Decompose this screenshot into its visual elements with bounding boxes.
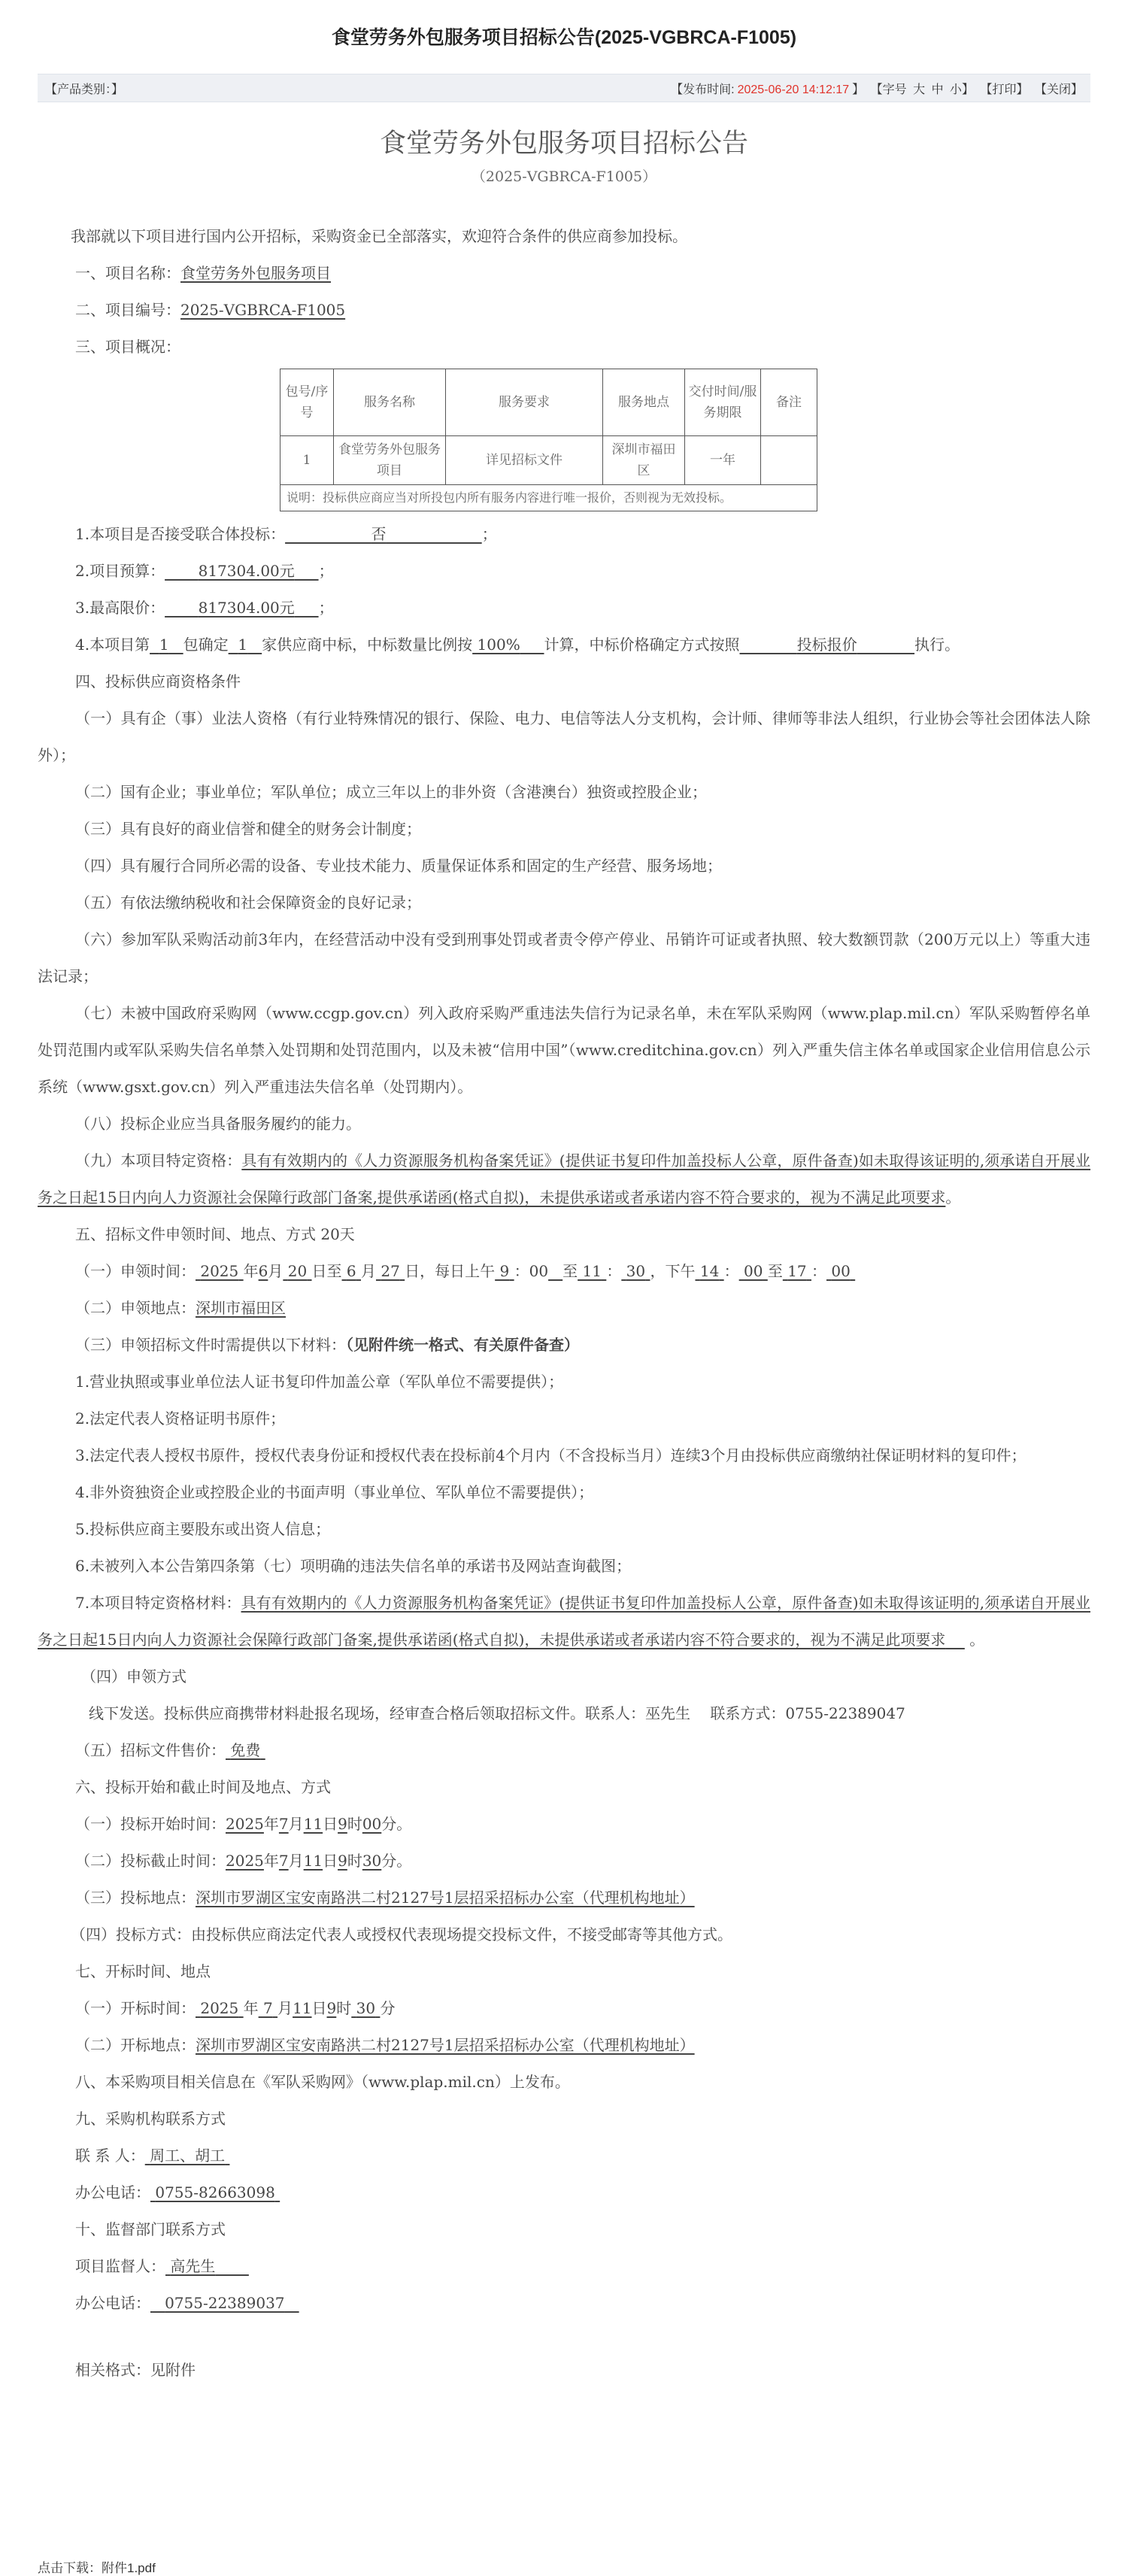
bid-end-line (38, 1843, 1090, 1880)
section-8-text: 八、本采购项目相关信息在《军队采购网》（www.plap.mil.cn）上发布。 (75, 2073, 570, 2091)
award-rule-text: 4.本项目第 (75, 636, 150, 654)
award-count: 1 (238, 636, 248, 654)
table-cell: 详见招标文件 (446, 436, 603, 485)
qualification-1: （一）具有企（事）业法人资格（有行业特殊情况的银行、保险、电力、电信等法人分支机构，会计师、律师等非法人组织，行业协会等社会团体法人除外）； (38, 709, 1090, 764)
qualification-3: （三）具有良好的商业信誉和健全的财务会计制度； (75, 820, 421, 838)
page-wrapper (38, 0, 1091, 2575)
font-size-label: 【字号 (870, 83, 907, 96)
bid-start-text: 时 (347, 1815, 362, 1833)
consortium-value-text: 否 (371, 525, 387, 543)
spacer (38, 2322, 1090, 2352)
material-2: 2.法定代表人资格证明书原件； (75, 1409, 286, 1428)
bid-end-minute: 30 (362, 1852, 382, 1870)
open-day: 11 (293, 1999, 312, 2017)
section-6-title: 六、投标开始和截止时间及地点、方式 (75, 1778, 331, 1796)
bid-end-day: 11 (303, 1852, 323, 1870)
pm-start-hour (695, 1262, 723, 1280)
collect-month-start: 6 (258, 1262, 268, 1280)
table-header-cell: 服务名称 (334, 369, 446, 436)
blank (548, 1262, 562, 1280)
table-header-cell: 交付时间/服务期限 (685, 369, 761, 436)
collect-month-end (342, 1262, 361, 1280)
project-name-line (38, 255, 1090, 292)
bid-start-text: 年 (263, 1815, 279, 1833)
collect-time-text: ，下午 (650, 1262, 696, 1280)
max-price-line: 3.最高限价： 817304.00元 ； (75, 599, 334, 617)
material-1: 1.营业执照或事业单位法人证书复印件加盖公章（军队单位不需要提供）； (75, 1373, 564, 1391)
bid-start-label: （一）投标开始时间： (75, 1815, 226, 1833)
collect-time-text: 至 (767, 1262, 783, 1280)
contact-value: 周工、胡工 (150, 2147, 226, 2165)
bid-end-text: 年 (263, 1852, 279, 1870)
open-hour: 9 (326, 1999, 337, 2017)
font-size-small-link[interactable]: 小】 (950, 83, 975, 96)
award-rule-line (38, 627, 1090, 663)
collect-place-label: （二）申领地点： (75, 1299, 196, 1317)
table-cell: 1 (280, 436, 334, 485)
supervisor-label: 项目监督人： (75, 2257, 165, 2275)
close-link[interactable]: 【关闭】 (1034, 83, 1083, 96)
phone-label: 办公电话： (75, 2183, 150, 2201)
page-title: 食堂劳务外包服务项目招标公告(2025-VGBRCA-F1005) (331, 27, 797, 48)
bid-end-month: 7 (278, 1852, 289, 1870)
am-start-hour-text: 9 (499, 1262, 510, 1280)
open-place-value: 深圳市罗湖区宝安南路洪二村2127号1层招采招标办公室（代理机构地址） (196, 2036, 695, 2054)
collect-time-text: 日至 (311, 1262, 342, 1280)
bid-start-minute: 00 (362, 1815, 382, 1833)
table-header-row (280, 369, 817, 436)
doc-price-line (38, 1732, 1090, 1769)
open-month: 7 (262, 1999, 273, 2017)
collect-month-end-text: 6 (346, 1262, 356, 1280)
qualification-9 (38, 1142, 1090, 1216)
collect-method-label: （四）申领方式 (81, 1667, 186, 1685)
qualification-8: （八）投标企业应当具备服务履约的能力。 (75, 1115, 361, 1133)
material-3: 3.法定代表人授权书原件，授权代表身份证和授权代表在投标前4个月内（不含投标当月）连续3个月由投标供应商缴纳社保证明材料的复印件； (75, 1446, 1026, 1464)
bid-start-day: 11 (303, 1815, 323, 1833)
contact-line (38, 2138, 1090, 2174)
award-method: 投标报价 (796, 636, 857, 654)
info-bar (38, 74, 1090, 102)
document-title: 食堂劳务外包服务项目招标公告 (379, 129, 748, 159)
section-4-title: 四、投标供应商资格条件 (75, 672, 241, 690)
bid-end-year: 2025 (226, 1852, 264, 1870)
project-name-label: 一、项目名称： (75, 264, 180, 282)
qualification-2: （二）国有企业；事业单位；军队单位；成立三年以上的非外资（含港澳台）独资或控股企业； (75, 783, 707, 801)
open-time-line (38, 1990, 1090, 2027)
project-table (280, 369, 817, 511)
doc-price-label: （五）招标文件售价： (75, 1741, 226, 1759)
phone2-line (38, 2285, 1090, 2322)
supervisor-value: 高先生 (170, 2257, 216, 2275)
budget-value: 817304.00元 (198, 562, 295, 580)
collect-time-text: ： (723, 1262, 739, 1280)
contact-label: 联 系 人： (75, 2147, 145, 2165)
collect-time-text: 月 (268, 1262, 284, 1280)
document-subtitle: （2025-VGBRCA-F1005） (471, 168, 657, 185)
max-price-value-wrap (165, 599, 318, 617)
award-rule-text: 家供应商中标，中标数量比例按 (262, 636, 473, 654)
qualification-7: （七）未被中国政府采购网（www.ccgp.gov.cn）列入政府采购严重违法失信行为记录名单，未在军队采购网（www.plap.mil.cn）军队采购暂停名单处罚范围内或军队采购失信名单禁入处罚期和处罚范围内，以及未被“信用中国”（www.creditchina.gov.cn）列入严重失信主体名单或国家企业信用信息公示系统（www.gsxt.gov.cn）列入严重违法失信名单（处罚期内）。 (38, 1004, 1090, 1096)
award-ratio: 100% (477, 636, 520, 654)
intro-text: 我部就以下项目进行国内公开招标，采购资金已全部落实，欢迎符合条件的供应商参加投标。 (71, 227, 687, 245)
table-cell (761, 436, 817, 485)
project-number-line (38, 292, 1090, 329)
open-minute: 30 (356, 1999, 376, 2017)
award-ratio-wrap (472, 636, 544, 654)
material-6: 6.未被列入本公告第四条第（七）项明确的违法失信名单的承诺书及网站查询截图； (75, 1557, 632, 1575)
qualification-5: （五）有依法缴纳税收和社会保障资金的良好记录； (75, 894, 421, 912)
open-time-text: 分 (380, 1999, 396, 2017)
material-7 (38, 1585, 1090, 1658)
award-method-wrap (740, 636, 915, 654)
publish-time-value: 2025-06-20 14:12:17 (737, 83, 850, 96)
table-header-cell: 包号/序号 (280, 369, 334, 436)
project-name-value: 食堂劳务外包服务项目 (180, 264, 331, 282)
info-bar-right (668, 80, 1083, 97)
phone2-label: 办公电话： (75, 2294, 150, 2312)
budget-line: 2.项目预算： 817304.00元 ； (75, 562, 334, 580)
collect-time-text: 年 (243, 1262, 259, 1280)
collect-day-start (283, 1262, 311, 1280)
special-qualification-end: 。 (945, 1188, 961, 1206)
phone-line (38, 2174, 1090, 2211)
phone2-wrap (150, 2294, 299, 2312)
max-price-value: 817304.00元 (198, 599, 295, 617)
bid-end-text: 分。 (381, 1852, 412, 1870)
collect-materials-label: （三）申领招标文件时需提供以下材料： (75, 1336, 346, 1354)
award-rule-text: 包确定 (183, 636, 229, 654)
collect-time-text: 至 (562, 1262, 578, 1280)
consortium-value (285, 525, 482, 543)
consortium-line: 1.本项目是否接受联合体投标： 否 ； (75, 525, 497, 543)
bid-place-value: 深圳市罗湖区宝安南路洪二村2127号1层招采招标办公室（代理机构地址） (196, 1889, 695, 1907)
collect-time-text: 月 (360, 1262, 376, 1280)
award-rule-text: 计算，中标价格确定方式按照 (544, 636, 740, 654)
collect-year-text: 2025 (200, 1262, 239, 1280)
consortium-label: 1.本项目是否接受联合体投标： (75, 525, 286, 543)
am-end-minute-text: 30 (626, 1262, 646, 1280)
budget-value-wrap (165, 562, 318, 580)
am-end-hour (578, 1262, 606, 1280)
qualification-4: （四）具有履行合同所必需的设备、专业技术能力、质量保证体系和固定的生产经营、服务场地； (75, 857, 722, 875)
pm-start-minute-text: 00 (744, 1262, 763, 1280)
open-minute-wrap (351, 1999, 380, 2017)
table-row (280, 436, 817, 485)
bid-start-hour: 9 (338, 1815, 347, 1833)
collect-place-line (38, 1290, 1090, 1327)
open-time-text: 时 (336, 1999, 352, 2017)
collect-time-text: ： (811, 1262, 826, 1280)
budget-label: 2.项目预算： (75, 562, 165, 580)
open-month-wrap (259, 1999, 277, 2017)
pm-end-minute (826, 1262, 855, 1280)
bid-start-text: 月 (288, 1815, 304, 1833)
bid-place-label: （三）投标地点： (75, 1889, 196, 1907)
special-material-end: 。 (969, 1631, 985, 1649)
table-header-cell: 服务地点 (603, 369, 685, 436)
collect-time-line (38, 1253, 1090, 1290)
table-header-cell: 服务要求 (446, 369, 603, 436)
phone-value: 0755-82663098 (155, 2183, 275, 2201)
project-number-value: 2025-VGBRCA-F1005 (180, 301, 346, 319)
special-qualification-value: 具有有效期内的《人力资源服务机构备案凭证》(提供证书复印件加盖投标人公章，原件备查)如未取得该证明的,须承诺自开展业务之日起15日内向人力资源社会保障行政部门备案,提供承诺函(格式自拟)，未提供承诺或者承诺内容不符合要求的，视为不满足此项要求 (38, 1151, 1091, 1206)
open-place-line (38, 2027, 1090, 2064)
bid-end-text: 时 (347, 1852, 362, 1870)
project-number-label: 二、项目编号： (75, 301, 180, 319)
collect-year (196, 1262, 244, 1280)
pm-end-hour-text: 17 (787, 1262, 807, 1280)
open-time-text: 月 (277, 1999, 293, 2017)
bid-end-label: （二）投标截止时间： (75, 1852, 226, 1870)
qualification-6: （六）参加军队采购活动前3年内，在经营活动中没有受到刑事处罚或者责令停产停业、吊销许可证或者执照、较大数额罚款（200万元以上）等重大违法记录； (38, 930, 1090, 985)
collect-time-text: ： (606, 1262, 622, 1280)
document-body (38, 218, 1090, 2389)
supervisor-line (38, 2248, 1090, 2285)
blank (945, 1631, 964, 1649)
open-year-wrap (196, 1999, 244, 2017)
collect-materials-note: （见附件统一格式、有关原件备查） (346, 1336, 579, 1354)
collect-day-end-text: 27 (381, 1262, 400, 1280)
pm-start-minute (739, 1262, 768, 1280)
doc-price-wrap (226, 1741, 265, 1759)
special-material-label: 7.本项目特定资格材料： (75, 1594, 241, 1612)
table-header-cell: 备注 (761, 369, 817, 436)
collect-method-text: 线下发送。投标供应商携带材料赴报名现场，经审查合格后领取招标文件。联系人：巫先生 联系方式：0755-22389047 (89, 1704, 905, 1722)
collect-day-end (376, 1262, 405, 1280)
doc-price-value: 免费 (230, 1741, 261, 1759)
phone-wrap (150, 2183, 280, 2201)
collect-place-value: 深圳市福田区 (196, 1299, 286, 1317)
material-5: 5.投标供应商主要股东或出资人信息； (75, 1520, 331, 1538)
pm-end-hour (783, 1262, 811, 1280)
bid-start-month: 7 (278, 1815, 289, 1833)
table-cell: 一年 (685, 436, 761, 485)
max-price-label: 3.最高限价： (75, 599, 165, 617)
collect-materials-line (38, 1327, 1090, 1364)
section-9-title: 九、采购机构联系方式 (75, 2110, 226, 2128)
material-4: 4.非外资独资企业或控股企业的书面声明（事业单位、军队单位不需要提供）； (75, 1483, 594, 1501)
table-cell: 食堂劳务外包服务项目 (334, 436, 446, 485)
collect-time-text: ：00 (514, 1262, 549, 1280)
award-package-wrap (150, 636, 183, 654)
open-place-label: （二）开标地点： (75, 2036, 196, 2054)
am-end-hour-text: 11 (582, 1262, 602, 1280)
bid-place-line (38, 1880, 1090, 1916)
am-end-minute (621, 1262, 650, 1280)
table-cell: 深圳市福田区 (603, 436, 685, 485)
section-7-title: 七、开标时间、地点 (75, 1962, 211, 1980)
bid-end-text: 日 (323, 1852, 338, 1870)
open-time-text: 日 (311, 1999, 327, 2017)
bid-start-text: 日 (323, 1815, 338, 1833)
pm-end-minute-text: 00 (831, 1262, 851, 1280)
award-count-wrap (229, 636, 262, 654)
supervisor-wrap (165, 2257, 249, 2275)
table-note: 说明：投标供应商应当对所投包内所有服务内容进行唯一报价，否则视为无效投标。 (280, 485, 817, 511)
section-10-title: 十、监督部门联系方式 (75, 2220, 226, 2238)
award-rule-text: 执行。 (914, 636, 960, 654)
special-material-value: 具有有效期内的《人力资源服务机构备案凭证》(提供证书复印件加盖投标人公章，原件备查)如未取得该证明的,须承诺自开展业务之日起15日内向人力资源社会保障行政部门备案,提供承诺函(格式自拟)，未提供承诺或者承诺内容不符合要求的，视为不满足此项要求 (38, 1594, 1090, 1649)
project-overview-label: 三、项目概况： (75, 338, 180, 356)
special-qualification-label: （九）本项目特定资格： (75, 1151, 242, 1170)
print-link[interactable]: 【打印】 (980, 83, 1029, 96)
format-note: 相关格式：见附件 (75, 2361, 196, 2379)
table-note-row (280, 485, 817, 511)
collect-time-label: （一）申领时间： (75, 1262, 196, 1280)
bid-start-year: 2025 (226, 1815, 264, 1833)
font-size-big-link[interactable]: 大 (913, 83, 926, 96)
contact-wrap (145, 2147, 230, 2165)
section-5-title: 五、招标文件申领时间、地点、方式 20天 (75, 1225, 355, 1243)
product-category: 【产品类别：】 (45, 83, 124, 96)
publish-time-label: 【发布时间: (671, 83, 735, 96)
open-time-text: 年 (243, 1999, 259, 2017)
collect-day-start-text: 20 (287, 1262, 308, 1280)
bid-method-line: （四）投标方式：由投标供应商法定代表人或授权代表现场提交投标文件，不接受邮寄等其他方式。 (71, 1925, 732, 1943)
publish-time-close: 】 (852, 83, 865, 96)
collect-time-text: 日，每日上午 (405, 1262, 496, 1280)
attachment-download-link[interactable]: 点击下载：附件1.pdf (38, 2561, 156, 2575)
am-start-hour (495, 1262, 514, 1280)
bid-end-text: 月 (288, 1852, 304, 1870)
open-time-label: （一）开标时间： (75, 1999, 196, 2017)
bid-end-hour: 9 (338, 1852, 347, 1870)
open-year: 2025 (200, 1999, 239, 2017)
bid-start-text: 分。 (381, 1815, 412, 1833)
font-size-mid-link[interactable]: 中 (931, 83, 944, 96)
award-package: 1 (159, 636, 169, 654)
bid-start-line (38, 1806, 1090, 1843)
pm-start-hour-text: 14 (699, 1262, 720, 1280)
phone2-value: 0755-22389037 (165, 2294, 285, 2312)
